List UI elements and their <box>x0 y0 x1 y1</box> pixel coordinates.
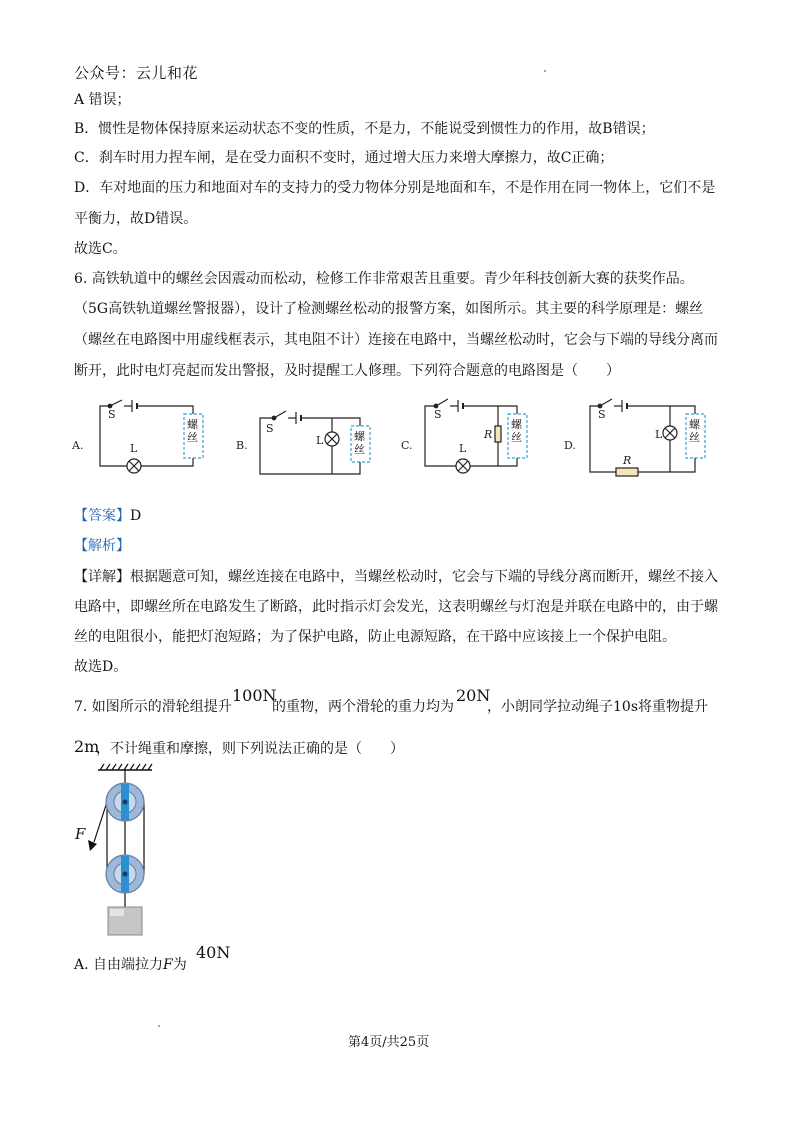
force-label: F <box>75 825 86 843</box>
resistor-label: R <box>623 454 632 467</box>
q7-distance: 2m <box>74 737 100 756</box>
q7-line-1c: ，小朗同学拉动绳子10s将重物提升 <box>487 699 708 715</box>
option-a-mid: 为 <box>172 957 187 973</box>
circuit-options-figure <box>70 392 740 482</box>
analysis-tag: 【解析】 <box>74 538 130 554</box>
q7-line-1a: 7. 如图所示的滑轮组提升 <box>74 699 232 715</box>
option-label-b: B. <box>236 439 248 452</box>
switch-label: S <box>434 408 442 421</box>
lamp-label: L <box>130 442 138 455</box>
answer-value: D <box>130 508 142 524</box>
page-footer: 第4页/共25页 <box>348 1035 430 1050</box>
lamp-label: L <box>655 428 663 441</box>
answer-tag: 【答案】 <box>74 508 130 524</box>
account-header: 公众号：云儿和花 <box>74 64 199 82</box>
solution-line: D．车对地面的压力和地面对车的支持力的受力物体分别是地面和车，不是作用在同一物体上，它们不是 <box>74 180 716 196</box>
switch-label: S <box>108 408 116 421</box>
screw-label: 螺丝 <box>511 418 522 444</box>
question-stem: 断开，此时电灯亮起而发出警报，及时提醒工人修理。下列符合题意的电路图是（ ） <box>74 363 620 379</box>
screw-label: 螺丝 <box>689 418 700 444</box>
detail-text: 根据题意可知，螺丝连接在电路中，当螺丝松动时，它会与下端的导线分离而断开，螺丝不接入 <box>130 569 718 585</box>
detail-line <box>74 567 718 587</box>
option-label-d: D. <box>564 439 576 452</box>
q7-line-2: ，不计绳重和摩擦，则下列说法正确的是（ ） <box>96 741 404 757</box>
option-label-a: A. <box>72 439 84 452</box>
q7-pulley-weight: 20N <box>456 686 491 705</box>
solution-line: A 错误； <box>74 92 131 108</box>
switch-label: S <box>598 408 606 421</box>
fixed-pulley <box>106 783 144 821</box>
switch-label: S <box>266 422 274 435</box>
circuit-d <box>590 399 705 476</box>
detail-tag: 【详解】 <box>74 569 130 585</box>
solution-line: B．惯性是物体保持原来运动状态不变的性质，不是力，不能说受到惯性力的作用，故B错误； <box>74 121 655 137</box>
question-stem: （螺丝在电路图中用虚线框表示，其电阻不计）连接在电路中，当螺丝松动时，它会与下端的导线分离而 <box>74 332 718 348</box>
pulley-system-figure <box>70 762 170 942</box>
detail-line: 电路中，即螺丝所在电路发生了断路，此时指示灯会发光，这表明螺丝与灯泡是并联在电路中的，由于螺 <box>74 599 718 615</box>
screw-label: 螺丝 <box>354 430 365 456</box>
option-a-var: F <box>163 957 173 973</box>
question-stem: 6. 高铁轨道中的螺丝会因震动而松动，检修工作非常艰苦且重要。青少年科技创新大赛的获奖作品。 <box>74 271 694 287</box>
detail-line: 丝的电阻很小，能把灯泡短路；为了保护电路，防止电源短路，在干路中应该接上一个保护电阻。 <box>74 629 676 645</box>
option-a-prefix: A. 自由端拉力 <box>74 957 164 973</box>
screw-label: 螺丝 <box>187 418 198 444</box>
lamp-label: L <box>316 434 324 447</box>
lamp-label: L <box>459 442 467 455</box>
scan-dot <box>544 70 546 72</box>
option-a-line <box>74 955 187 975</box>
option-a-value: 40N <box>196 943 231 962</box>
resistor-label: R <box>484 428 493 441</box>
answer-line <box>74 506 141 526</box>
solution-line: C．刹车时用力捏车闸，是在受力面积不变时，通过增大压力来增大摩擦力，故C正确； <box>74 150 614 166</box>
solution-line: 故选C。 <box>74 241 127 257</box>
question-stem: （5G高铁轨道螺丝警报器），设计了检测螺丝松动的报警方案，如图所示。其主要的科学原理是：螺丝 <box>74 301 704 317</box>
solution-line: 平衡力，故D错误。 <box>74 211 198 227</box>
option-label-c: C. <box>401 439 413 452</box>
detail-line: 故选D。 <box>74 659 128 675</box>
q7-weight-value: 100N <box>232 686 277 705</box>
movable-pulley <box>106 855 144 893</box>
q7-line-1b: 的重物，两个滑轮的重力均为 <box>272 699 454 715</box>
scan-dot <box>158 1025 160 1027</box>
